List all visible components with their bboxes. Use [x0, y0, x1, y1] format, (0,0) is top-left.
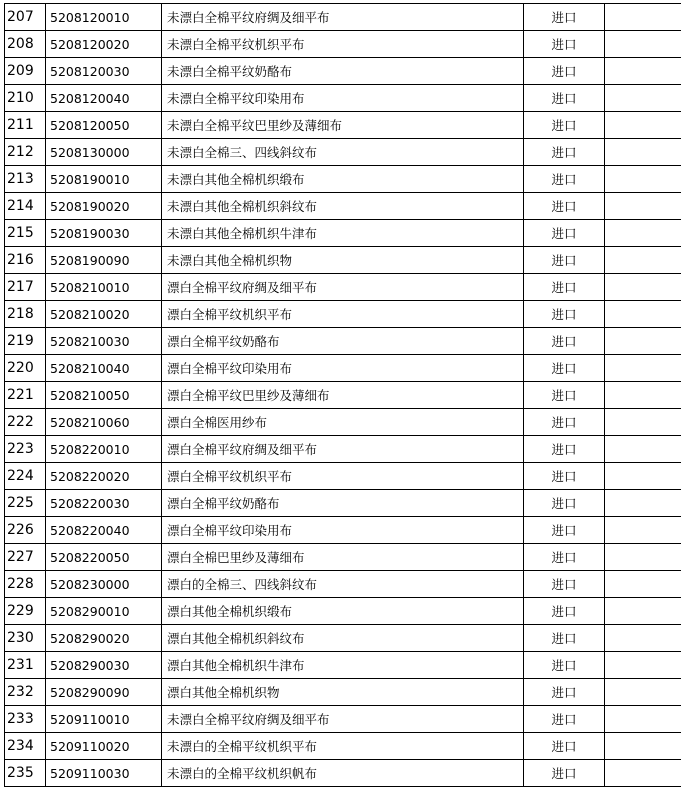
- row-number-cell: 229: [5, 598, 46, 625]
- commodity-name-cell: 未漂白全棉三、四线斜纹布: [162, 139, 524, 166]
- row-number-cell: 234: [5, 733, 46, 760]
- row-number-cell: 232: [5, 679, 46, 706]
- table-row: [5, 706, 681, 733]
- trade-direction-cell: 进口: [524, 706, 605, 733]
- commodity-name-cell: 漂白全棉医用纱布: [162, 409, 524, 436]
- trade-direction-cell: 进口: [524, 436, 605, 463]
- commodity-name-cell: 漂白全棉平纹奶酪布: [162, 490, 524, 517]
- commodity-code-cell: 5208220010: [46, 436, 162, 463]
- note-cell: [605, 85, 681, 112]
- row-number-cell: 212: [5, 139, 46, 166]
- commodity-name-cell: 未漂白其他全棉机织缎布: [162, 166, 524, 193]
- commodity-name-cell: 漂白全棉平纹印染用布: [162, 517, 524, 544]
- table-row: [5, 4, 681, 31]
- trade-direction-cell: 进口: [524, 301, 605, 328]
- commodity-name-cell: 未漂白全棉平纹府绸及细平布: [162, 4, 524, 31]
- commodity-code-cell: 5208290030: [46, 652, 162, 679]
- trade-direction-cell: 进口: [524, 733, 605, 760]
- trade-direction-cell: 进口: [524, 220, 605, 247]
- row-number-cell: 208: [5, 31, 46, 58]
- commodity-code-cell: 5208190090: [46, 247, 162, 274]
- table-row: [5, 220, 681, 247]
- commodity-name-cell: 漂白全棉平纹机织平布: [162, 463, 524, 490]
- commodity-code-cell: 5208120040: [46, 85, 162, 112]
- trade-direction-cell: 进口: [524, 355, 605, 382]
- table-row: [5, 598, 681, 625]
- row-number-cell: 209: [5, 58, 46, 85]
- table-row: [5, 490, 681, 517]
- row-number-cell: 215: [5, 220, 46, 247]
- commodity-code-cell: 5208210060: [46, 409, 162, 436]
- note-cell: [605, 193, 681, 220]
- commodity-name-cell: 漂白其他全棉机织物: [162, 679, 524, 706]
- table-row: [5, 382, 681, 409]
- commodity-code-cell: 5208210050: [46, 382, 162, 409]
- trade-direction-cell: 进口: [524, 625, 605, 652]
- commodity-name-cell: 漂白其他全棉机织缎布: [162, 598, 524, 625]
- table-row: [5, 544, 681, 571]
- trade-direction-cell: 进口: [524, 139, 605, 166]
- table-row: [5, 733, 681, 760]
- commodity-code-cell: 5208190010: [46, 166, 162, 193]
- table-row: [5, 409, 681, 436]
- row-number-cell: 207: [5, 4, 46, 31]
- row-number-cell: 224: [5, 463, 46, 490]
- commodity-code-cell: 5208290090: [46, 679, 162, 706]
- trade-direction-cell: 进口: [524, 382, 605, 409]
- commodity-code-cell: 5208120030: [46, 58, 162, 85]
- table-row: [5, 571, 681, 598]
- commodity-code-cell: 5208210040: [46, 355, 162, 382]
- row-number-cell: 235: [5, 760, 46, 787]
- commodity-code-cell: 5208120050: [46, 112, 162, 139]
- note-cell: [605, 58, 681, 85]
- table-row: [5, 301, 681, 328]
- customs-code-table: [4, 3, 681, 787]
- row-number-cell: 216: [5, 247, 46, 274]
- row-number-cell: 218: [5, 301, 46, 328]
- table-row: [5, 760, 681, 787]
- table-row: [5, 625, 681, 652]
- note-cell: [605, 247, 681, 274]
- commodity-code-cell: 5208220020: [46, 463, 162, 490]
- commodity-code-cell: 5208210030: [46, 328, 162, 355]
- row-number-cell: 210: [5, 85, 46, 112]
- table-body: [5, 4, 681, 787]
- commodity-name-cell: 未漂白的全棉平纹机织帆布: [162, 760, 524, 787]
- note-cell: [605, 436, 681, 463]
- trade-direction-cell: 进口: [524, 58, 605, 85]
- commodity-name-cell: 未漂白其他全棉机织牛津布: [162, 220, 524, 247]
- commodity-code-cell: 5208290020: [46, 625, 162, 652]
- commodity-name-cell: 漂白全棉平纹奶酪布: [162, 328, 524, 355]
- trade-direction-cell: 进口: [524, 85, 605, 112]
- row-number-cell: 227: [5, 544, 46, 571]
- commodity-name-cell: 未漂白全棉平纹机织平布: [162, 31, 524, 58]
- table-row: [5, 247, 681, 274]
- trade-direction-cell: 进口: [524, 247, 605, 274]
- commodity-code-cell: 5208190030: [46, 220, 162, 247]
- commodity-name-cell: 漂白全棉平纹府绸及细平布: [162, 436, 524, 463]
- row-number-cell: 214: [5, 193, 46, 220]
- note-cell: [605, 490, 681, 517]
- table-row: [5, 58, 681, 85]
- commodity-code-cell: 5208210020: [46, 301, 162, 328]
- note-cell: [605, 301, 681, 328]
- commodity-code-cell: 5208120020: [46, 31, 162, 58]
- trade-direction-cell: 进口: [524, 4, 605, 31]
- row-number-cell: 222: [5, 409, 46, 436]
- note-cell: [605, 652, 681, 679]
- table-row: [5, 85, 681, 112]
- note-cell: [605, 517, 681, 544]
- note-cell: [605, 625, 681, 652]
- note-cell: [605, 409, 681, 436]
- trade-direction-cell: 进口: [524, 760, 605, 787]
- commodity-name-cell: 未漂白其他全棉机织斜纹布: [162, 193, 524, 220]
- note-cell: [605, 4, 681, 31]
- table-row: [5, 436, 681, 463]
- commodity-code-cell: 5208220030: [46, 490, 162, 517]
- commodity-code-cell: 5209110020: [46, 733, 162, 760]
- trade-direction-cell: 进口: [524, 679, 605, 706]
- trade-direction-cell: 进口: [524, 31, 605, 58]
- commodity-code-cell: 5208290010: [46, 598, 162, 625]
- trade-direction-cell: 进口: [524, 193, 605, 220]
- trade-direction-cell: 进口: [524, 544, 605, 571]
- table-row: [5, 652, 681, 679]
- note-cell: [605, 112, 681, 139]
- commodity-code-cell: 5208220050: [46, 544, 162, 571]
- row-number-cell: 225: [5, 490, 46, 517]
- table-row: [5, 355, 681, 382]
- note-cell: [605, 706, 681, 733]
- trade-direction-cell: 进口: [524, 274, 605, 301]
- commodity-code-cell: 5209110010: [46, 706, 162, 733]
- commodity-code-cell: 5208230000: [46, 571, 162, 598]
- table-row: [5, 193, 681, 220]
- trade-direction-cell: 进口: [524, 490, 605, 517]
- note-cell: [605, 679, 681, 706]
- trade-direction-cell: 进口: [524, 463, 605, 490]
- trade-direction-cell: 进口: [524, 112, 605, 139]
- table-row: [5, 328, 681, 355]
- commodity-name-cell: 漂白全棉平纹机织平布: [162, 301, 524, 328]
- commodity-name-cell: 未漂白全棉平纹巴里纱及薄细布: [162, 112, 524, 139]
- row-number-cell: 223: [5, 436, 46, 463]
- trade-direction-cell: 进口: [524, 409, 605, 436]
- commodity-name-cell: 漂白全棉平纹巴里纱及薄细布: [162, 382, 524, 409]
- row-number-cell: 213: [5, 166, 46, 193]
- commodity-name-cell: 漂白全棉平纹印染用布: [162, 355, 524, 382]
- table-row: [5, 679, 681, 706]
- note-cell: [605, 544, 681, 571]
- table-row: [5, 463, 681, 490]
- customs-table-container: [4, 3, 681, 787]
- commodity-code-cell: 5208130000: [46, 139, 162, 166]
- row-number-cell: 230: [5, 625, 46, 652]
- note-cell: [605, 733, 681, 760]
- commodity-code-cell: 5208210010: [46, 274, 162, 301]
- commodity-code-cell: 5209110030: [46, 760, 162, 787]
- row-number-cell: 219: [5, 328, 46, 355]
- trade-direction-cell: 进口: [524, 328, 605, 355]
- row-number-cell: 221: [5, 382, 46, 409]
- commodity-name-cell: 漂白全棉平纹府绸及细平布: [162, 274, 524, 301]
- commodity-name-cell: 未漂白的全棉平纹机织平布: [162, 733, 524, 760]
- row-number-cell: 220: [5, 355, 46, 382]
- table-row: [5, 31, 681, 58]
- trade-direction-cell: 进口: [524, 571, 605, 598]
- row-number-cell: 217: [5, 274, 46, 301]
- note-cell: [605, 166, 681, 193]
- commodity-name-cell: 漂白的全棉三、四线斜纹布: [162, 571, 524, 598]
- row-number-cell: 228: [5, 571, 46, 598]
- commodity-name-cell: 漂白其他全棉机织斜纹布: [162, 625, 524, 652]
- note-cell: [605, 328, 681, 355]
- commodity-name-cell: 未漂白全棉平纹印染用布: [162, 85, 524, 112]
- note-cell: [605, 139, 681, 166]
- trade-direction-cell: 进口: [524, 166, 605, 193]
- commodity-name-cell: 漂白全棉巴里纱及薄细布: [162, 544, 524, 571]
- table-row: [5, 166, 681, 193]
- note-cell: [605, 571, 681, 598]
- note-cell: [605, 598, 681, 625]
- note-cell: [605, 274, 681, 301]
- note-cell: [605, 760, 681, 787]
- commodity-code-cell: 5208190020: [46, 193, 162, 220]
- commodity-name-cell: 未漂白全棉平纹奶酪布: [162, 58, 524, 85]
- table-row: [5, 274, 681, 301]
- row-number-cell: 233: [5, 706, 46, 733]
- commodity-code-cell: 5208120010: [46, 4, 162, 31]
- trade-direction-cell: 进口: [524, 652, 605, 679]
- note-cell: [605, 463, 681, 490]
- commodity-name-cell: 未漂白其他全棉机织物: [162, 247, 524, 274]
- table-row: [5, 139, 681, 166]
- trade-direction-cell: 进口: [524, 517, 605, 544]
- commodity-name-cell: 未漂白全棉平纹府绸及细平布: [162, 706, 524, 733]
- note-cell: [605, 355, 681, 382]
- table-row: [5, 112, 681, 139]
- note-cell: [605, 220, 681, 247]
- row-number-cell: 231: [5, 652, 46, 679]
- commodity-code-cell: 5208220040: [46, 517, 162, 544]
- trade-direction-cell: 进口: [524, 598, 605, 625]
- table-row: [5, 517, 681, 544]
- note-cell: [605, 382, 681, 409]
- row-number-cell: 211: [5, 112, 46, 139]
- row-number-cell: 226: [5, 517, 46, 544]
- commodity-name-cell: 漂白其他全棉机织牛津布: [162, 652, 524, 679]
- note-cell: [605, 31, 681, 58]
